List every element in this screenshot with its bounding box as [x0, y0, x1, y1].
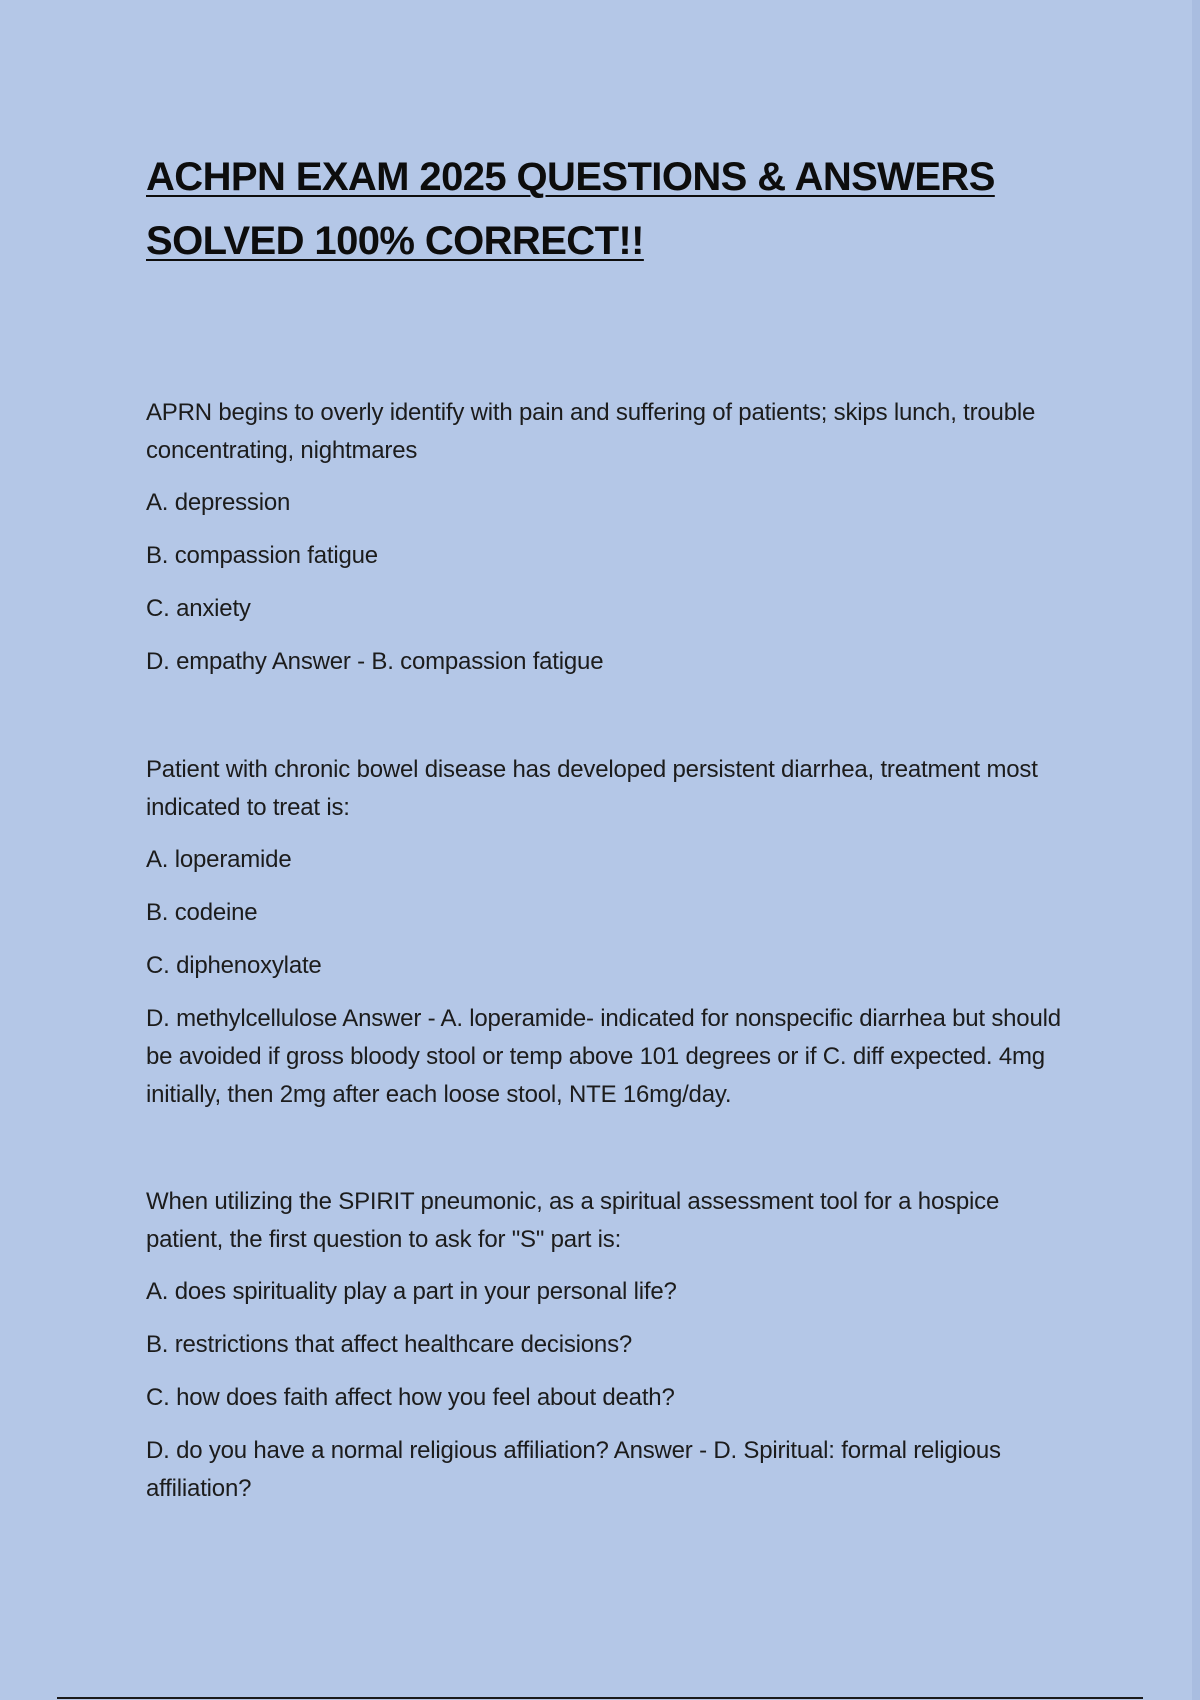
question-2-option-c: C. diphenoxylate [146, 952, 322, 979]
question-1-option-a: A. depression [146, 489, 291, 516]
page-edge-shadow [1192, 0, 1200, 1700]
question-1-option-b: B. compassion fatigue [146, 542, 378, 569]
question-1-option-d-answer: D. empathy Answer - B. compassion fatigue [146, 648, 604, 675]
question-1-prompt: APRN begins to overly identify with pain and suffering of patients; skips lunch, trouble concentrating, nightmares [146, 399, 1036, 464]
question-3-option-c: C. how does faith affect how you feel about death? [146, 1384, 675, 1411]
question-block-1 [146, 394, 1076, 696]
title-line-2: SOLVED 100% CORRECT!! [146, 219, 644, 263]
question-2-option-b: B. codeine [146, 899, 258, 926]
question-3-option-b: B. restrictions that affect healthcare decisions? [146, 1331, 633, 1358]
question-1-option-c: C. anxiety [146, 595, 251, 622]
question-block-2 [146, 751, 1076, 1129]
question-3-prompt: When utilizing the SPIRIT pneumonic, as a spiritual assessment tool for a hospice patient, the first question to ask for "S" part is: [146, 1188, 1000, 1253]
question-3-option-a: A. does spirituality play a part in your personal life? [146, 1278, 677, 1305]
question-3-option-d-answer: D. do you have a normal religious affiliation? Answer - D. Spiritual: formal religious affiliation? [146, 1437, 1001, 1502]
question-block-3 [146, 1183, 1076, 1523]
question-2-prompt: Patient with chronic bowel disease has developed persistent diarrhea, treatment most indicated to treat is: [146, 756, 1038, 821]
question-2-option-d-answer: D. methylcellulose Answer - A. loperamide- indicated for nonspecific diarrhea but should be avoided if gross bloody stool or temp above 101 degrees or if C. diff expected. 4mg initially, then 2mg after each loose stool, NTE 16mg/day. [146, 1005, 1061, 1108]
footer-divider [57, 1697, 1143, 1699]
question-2-option-a: A. loperamide [146, 846, 292, 873]
title-line-1: ACHPN EXAM 2025 QUESTIONS & ANSWERS [146, 155, 995, 199]
page-title [146, 145, 1076, 273]
